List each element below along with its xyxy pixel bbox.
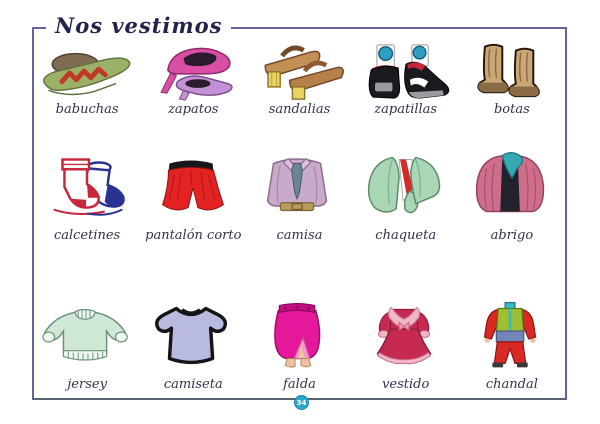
vocab-item-camisa: [246, 121, 352, 247]
calcetines-illustration: [36, 145, 138, 227]
vocabulary-grid: [34, 31, 565, 396]
pantalon-corto-illustration: [142, 147, 244, 227]
vocab-item-chandal: [459, 247, 565, 396]
item-label: falda: [283, 376, 316, 392]
item-label: chandal: [485, 376, 538, 392]
vocab-item-calcetines: [34, 121, 140, 247]
zapatos-illustration: [142, 39, 244, 101]
item-label: pantalón corto: [145, 227, 242, 243]
vocab-item-abrigo: [459, 121, 565, 247]
item-label: zapatillas: [374, 101, 438, 117]
item-label: jersey: [67, 376, 107, 392]
zapatillas-illustration: [355, 41, 457, 101]
item-label: sandalias: [268, 101, 331, 117]
vocab-item-zapatos: [140, 31, 246, 121]
jersey-illustration: [36, 294, 138, 376]
item-label: abrigo: [490, 227, 534, 243]
chandal-illustration: [461, 292, 563, 376]
item-label: babuchas: [55, 101, 119, 117]
item-label: zapatos: [168, 101, 219, 117]
vocab-item-camiseta: [140, 247, 246, 396]
babuchas-illustration: [36, 43, 138, 101]
vocab-item-jersey: [34, 247, 140, 396]
vocab-item-babuchas: [34, 31, 140, 121]
item-label: botas: [493, 101, 530, 117]
camiseta-illustration: [142, 294, 244, 376]
page-number: 34: [296, 398, 307, 407]
abrigo-illustration: [461, 143, 563, 227]
vocab-item-botas: [459, 31, 565, 121]
item-label: camiseta: [163, 376, 223, 392]
sandalias-illustration: [248, 39, 350, 101]
vocab-item-pantalon-corto: [140, 121, 246, 247]
item-label: chaqueta: [375, 227, 437, 243]
camisa-illustration: [248, 143, 350, 227]
chaqueta-illustration: [355, 143, 457, 227]
vestido-illustration: [355, 292, 457, 376]
vocab-item-falda: [246, 247, 352, 396]
item-label: camisa: [276, 227, 323, 243]
vocab-item-vestido: [353, 247, 459, 396]
vocab-item-chaqueta: [353, 121, 459, 247]
botas-illustration: [461, 39, 563, 101]
falda-illustration: [248, 292, 350, 376]
vocab-item-zapatillas: [353, 31, 459, 121]
vocab-item-sandalias: [246, 31, 352, 121]
item-label: calcetines: [53, 227, 121, 243]
page-number-badge: [294, 395, 309, 410]
item-label: vestido: [382, 376, 430, 392]
page-title: Nos vestimos: [46, 13, 231, 38]
